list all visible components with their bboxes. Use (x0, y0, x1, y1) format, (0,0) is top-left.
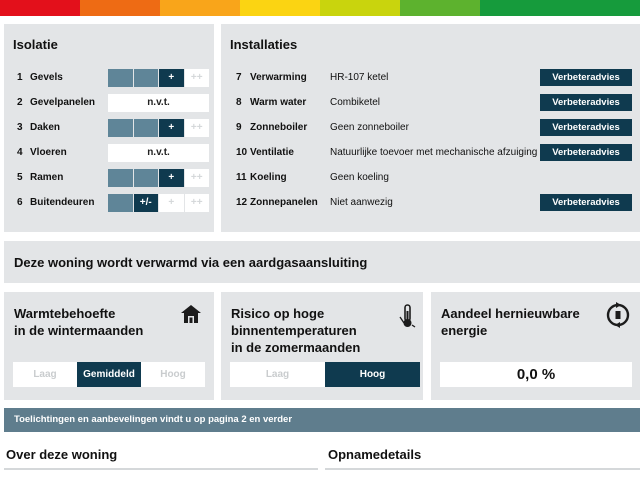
section-opnamedetails: Opnamedetails (328, 447, 422, 462)
energy-class-segment (80, 0, 160, 16)
energy-class-segment (0, 0, 80, 16)
isolatie-not-applicable: n.v.t. (108, 144, 209, 162)
thermometer-icon (398, 303, 416, 334)
verbeteradvies-button[interactable]: Verbeteradvies (540, 69, 632, 86)
hernieuwbaar-title (441, 305, 580, 339)
isolatie-row-number: 4 (17, 147, 23, 158)
isolatie-row-number: 1 (17, 72, 23, 83)
isolatie-rating-cell (134, 69, 160, 87)
heating-banner (4, 241, 640, 283)
section-divider-left (4, 468, 318, 470)
installatie-row-label: Ventilatie (250, 147, 294, 158)
installatie-row (221, 119, 640, 137)
risico-title (231, 305, 360, 356)
isolatie-row (4, 119, 214, 137)
installatie-row (221, 144, 640, 162)
installatie-row-number: 9 (236, 122, 242, 133)
energy-class-segment (480, 0, 560, 16)
installatie-row-label: Zonneboiler (250, 122, 308, 133)
isolatie-rating-cell: ++ (185, 169, 211, 187)
installatie-row-number: 8 (236, 97, 242, 108)
isolatie-not-applicable: n.v.t. (108, 94, 209, 112)
hernieuwbaar-value: 0,0 % (440, 362, 632, 387)
isolatie-rating-cell: + (159, 169, 185, 187)
installatie-row-number: 7 (236, 72, 242, 83)
isolatie-row-number: 3 (17, 122, 23, 133)
section-divider-right (325, 468, 640, 470)
isolatie-row-label: Gevels (30, 72, 63, 83)
installatie-row-value: Natuurlijke toevoer met mechanische afzuiging (330, 147, 538, 158)
isolatie-row-label: Ramen (30, 172, 64, 183)
energy-class-segment (240, 0, 320, 16)
warmtebehoefte-title-line1: Warmtebehoefte (14, 306, 116, 321)
isolatie-row-label: Buitendeuren (30, 197, 95, 208)
isolatie-rating-scale (108, 69, 210, 87)
warmtebehoefte-card (4, 292, 214, 400)
installatie-row-label: Zonnepanelen (250, 197, 318, 208)
installatie-row-number: 11 (236, 172, 247, 183)
installatie-row-number: 10 (236, 147, 248, 158)
installatie-row (221, 94, 640, 112)
warmtebehoefte-scale (13, 362, 205, 387)
isolatie-row-label: Vloeren (30, 147, 67, 158)
warmtebehoefte-title (14, 305, 143, 339)
isolatie-panel (4, 24, 214, 232)
isolatie-row-number: 2 (17, 97, 23, 108)
hernieuwbaar-title-line2: energie (441, 323, 488, 338)
isolatie-rating-cell: + (159, 119, 185, 137)
installatie-row-value: Niet aanwezig (330, 197, 393, 208)
verbeteradvies-button[interactable]: Verbeteradvies (540, 94, 632, 111)
isolatie-rating-cell: ++ (185, 69, 211, 87)
installatie-row (221, 194, 640, 212)
isolatie-rating-cell (134, 119, 160, 137)
warmtebehoefte-title-line2: in de wintermaanden (14, 323, 144, 338)
recycle-icon (605, 302, 631, 333)
energy-class-segment (400, 0, 480, 16)
energy-class-segment (320, 0, 400, 16)
isolatie-rating-scale (108, 169, 210, 187)
isolatie-rating-cell: ++ (185, 194, 211, 212)
installatie-row-value: Combiketel (330, 97, 381, 108)
risico-scale (230, 362, 420, 387)
installaties-panel (221, 24, 640, 232)
isolatie-row-label: Gevelpanelen (30, 97, 96, 108)
hernieuwbaar-title-line1: Aandeel hernieuwbare (441, 306, 580, 321)
installatie-row-label: Verwarming (250, 72, 307, 83)
hernieuwbaar-card (431, 292, 640, 400)
warmtebehoefte-option: Hoog (160, 369, 186, 380)
isolatie-row (4, 69, 214, 87)
risico-title-line1: Risico op hoge (231, 306, 325, 321)
isolatie-rating-cell (108, 69, 134, 87)
installatie-row-label: Koeling (250, 172, 287, 183)
installatie-row-value: Geen zonneboiler (330, 122, 409, 133)
risico-card (221, 292, 423, 400)
isolatie-row (4, 194, 214, 212)
isolatie-rating-cell (108, 119, 134, 137)
isolatie-rating-scale (108, 194, 210, 212)
heating-title: Deze woning wordt verwarmd via een aardgasaansluiting (14, 255, 368, 270)
verbeteradvies-button[interactable]: Verbeteradvies (540, 194, 632, 211)
verbeteradvies-button[interactable]: Verbeteradvies (540, 119, 632, 136)
warmtebehoefte-option: Laag (33, 369, 57, 380)
installatie-row (221, 169, 640, 187)
isolatie-row (4, 144, 214, 162)
isolatie-title: Isolatie (13, 37, 58, 52)
installatie-row-number: 12 (236, 197, 248, 208)
isolatie-row-number: 6 (17, 197, 23, 208)
isolatie-rating-cell (108, 169, 134, 187)
notice-text: Toelichtingen en aanbevelingen vindt u op pagina 2 en verder (14, 414, 293, 425)
isolatie-row-number: 5 (17, 172, 23, 183)
isolatie-rating-cell (134, 169, 160, 187)
installatie-row-label: Warm water (250, 97, 307, 108)
energy-class-segment (560, 0, 640, 16)
installaties-title: Installaties (230, 37, 298, 52)
isolatie-rating-cell: ++ (185, 119, 211, 137)
isolatie-rating-cell: + (159, 194, 185, 212)
isolatie-row (4, 94, 214, 112)
installatie-row (221, 69, 640, 87)
isolatie-rating-scale (108, 119, 210, 137)
risico-option: Laag (265, 369, 290, 380)
isolatie-row (4, 169, 214, 187)
section-over-deze-woning: Over deze woning (6, 447, 118, 462)
installatie-row-value: HR-107 ketel (330, 72, 389, 83)
warmtebehoefte-option: Gemiddeld (77, 362, 141, 387)
notice-bar (4, 408, 640, 432)
energy-label-color-bar (0, 0, 640, 16)
energy-class-segment (160, 0, 240, 16)
isolatie-row-label: Daken (30, 122, 61, 133)
risico-title-line3: in de zomermaanden (231, 340, 361, 355)
isolatie-rating-cell (108, 194, 134, 212)
verbeteradvies-button[interactable]: Verbeteradvies (540, 144, 632, 161)
isolatie-rating-cell: + (159, 69, 185, 87)
isolatie-rating-cell: +/- (134, 194, 160, 212)
house-icon (180, 304, 202, 329)
risico-option: Hoog (325, 362, 420, 387)
installatie-row-value: Geen koeling (330, 172, 389, 183)
risico-title-line2: binnentemperaturen (231, 323, 357, 338)
